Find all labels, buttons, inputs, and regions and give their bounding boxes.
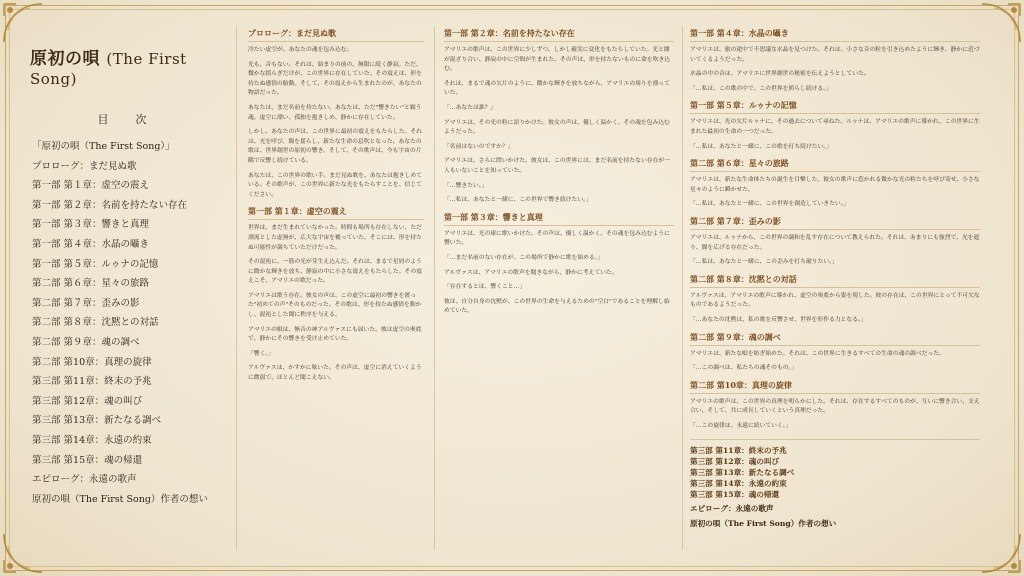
toc-item[interactable]: 第一部 第４章：水晶の囁き xyxy=(32,238,150,250)
paragraph: アマリエは、光の欠片ルゥナに、その過去について尋ねた。ルゥナは、アマリエの歌声に導かれ、この世界に生まれた最初の生命の一つだった。 xyxy=(690,119,980,135)
title-jp: 原初の唄 xyxy=(30,49,100,69)
page-title xyxy=(30,44,226,89)
column-divider xyxy=(434,26,435,550)
toc-item[interactable]: 第二部 第７章：歪みの影 xyxy=(32,297,140,309)
section-heading: 第二部 第７章：歪みの影 xyxy=(690,216,980,230)
paragraph: 彼は、自分自身の沈黙が、この世界の生命を与えるための"空白"であることを理解し始めていた。 xyxy=(444,298,670,315)
paragraph: 「…まだ名前のない存在が、この場所で静かに歌を始める。」 xyxy=(444,254,604,261)
toc-tail-item[interactable]: 原初の唄（The First Song）作者の想い xyxy=(690,519,837,529)
paragraph: アマリエは、光の球に歌いかけた。その声は、優しく温かく、その魂を包み込むように響いた。 xyxy=(444,230,670,247)
section-heading: 第一部 第５章：ルゥナの記憶 xyxy=(690,100,980,114)
section-heading: プロローグ：まだ見ぬ歌 xyxy=(248,28,424,42)
toc-item[interactable]: 第三部 第14章：永遠の約束 xyxy=(32,434,152,446)
toc-item[interactable]: エピローグ：永遠の歌声 xyxy=(32,474,137,486)
toc-tail-item[interactable]: 第三部 第12章：魂の叫び xyxy=(690,457,780,467)
paragraph: アマリエは、新たな生命体たちの誕生を目撃した。彼女の歌声に惹かれる微かな光の粒たちを呼び寄せ、小さな星々のように瞬かせた。 xyxy=(690,177,980,193)
column-divider xyxy=(236,26,237,550)
paragraph: 「響く。」 xyxy=(248,350,274,357)
section-heading: 第二部 第10章：真理の旋律 xyxy=(690,380,980,394)
paragraph: アマリエの歌声は、この世界に少しずつ、しかし確実に変化をもたらしていた。光と闇が混ざり合い、静寂の中に空間が生まれた。その声は、形を持たないものに命を吹き込む。 xyxy=(444,47,671,73)
paragraph: 「…あなたの沈黙は、私の歌を反響させ、世界を形作る力となる。」 xyxy=(690,316,867,323)
toc-tail-item[interactable]: 第三部 第15章：魂の帰還 xyxy=(690,490,780,500)
paragraph: その混沌に、一筋の光が芽生え込んだ。それは、まるで星屑のように微かな輝きを放ち、静寂の中に小さな震えをもたらした。その震えこそ、アマリエの歌だった。 xyxy=(248,259,422,285)
paragraph: 「名前はないのですか？」 xyxy=(444,143,514,150)
ornament-corner-icon xyxy=(978,0,1024,46)
paragraph: 「…この旋律は、永遠に続いていく。」 xyxy=(690,422,792,429)
paragraph: アルヴァスは、かすかに呟いた。その声は、虚空に消えていくように微弱で、ほとんど聞こえない。 xyxy=(248,365,422,382)
paragraph: アマリエの唄は、無音の神アルヴァスにも届いた。彼は虚空の奥底で、静かにその響きを受け止めていた。 xyxy=(248,326,422,343)
text-column-1 xyxy=(248,22,424,557)
paragraph: 「…私は、あなたと一緒に、この世界を創造していきたい。」 xyxy=(690,201,850,208)
toc-tail-item[interactable]: エピローグ：永遠の歌声 xyxy=(690,504,774,514)
text-column-3 xyxy=(690,22,980,562)
toc-item[interactable]: プロローグ：まだ見ぬ歌 xyxy=(32,160,137,172)
section-heading: 第二部 第８章：沈黙との対話 xyxy=(690,274,980,288)
section-heading: 第二部 第９章：魂の調べ xyxy=(690,332,980,346)
paragraph: 「存在するとは、響くこと…」 xyxy=(444,284,526,291)
title-en: (The First Song) xyxy=(30,50,187,88)
toc-heading: 目 次 xyxy=(97,113,155,126)
paragraph: アルヴァスは、アマリエの歌声に導かれ、虚空の奥底から姿を現した。彼の存在は、この世界にとって不可欠なものであるようだった。 xyxy=(690,292,980,309)
paragraph: 「…響きたい。」 xyxy=(444,182,488,189)
paragraph: アマリエは歌う存在。彼女の声は、この虚空に最初の響きを渡った"初めての声"そのものだった。その歌は、形を持たぬ感情を動かし、混沌とした闇に秩序を与える。 xyxy=(248,292,422,319)
toc-item[interactable]: 第二部 第10章：真理の旋律 xyxy=(32,356,152,368)
paragraph: しかし、あなたの声は、この世界に最初の震えをもたらした。それは、光を呼び、闇を揺らし、新たな生命の息吹となった。あなたの歌は、世界創世の原初の響き。そして、その歌声は、今も宇宙の片隅で反響し続けている。 xyxy=(248,129,422,164)
paragraph: 光も、音もない。それは、始まりの前の、無限に続く静寂。ただ、微かな揺らぎだけが、この世界に存在していた。その震えは、形を持たぬ感情の胎動。そして、その震えから生まれたのが、あなたの物語だった。 xyxy=(248,61,422,97)
toc-tail-item[interactable]: 第三部 第14章：永遠の約束 xyxy=(690,479,787,489)
toc-item[interactable]: 原初の唄（The First Song）作者の想い xyxy=(32,493,208,505)
paragraph: アマリエは、ルゥナから、この世界の調和を乱す存在について教えられた。それは、あまりにも強烈で、光を遮り、闇を広げる存在だった。 xyxy=(690,234,980,251)
toc-item[interactable]: 第三部 第13章：新たなる調べ xyxy=(32,415,162,427)
paragraph: 冷たい虚空が、あなたの魂を包み込む。 xyxy=(248,47,353,53)
toc-item[interactable]: 第三部 第15章：魂の帰還 xyxy=(32,454,143,466)
section-heading: 第一部 第１章：虚空の震え xyxy=(248,206,424,220)
toc-list xyxy=(26,137,226,509)
section-heading: 第一部 第４章：水晶の囁き xyxy=(690,28,980,42)
paragraph: アマリエは、旅の途中で不思議な水晶を見つけた。それは、小さな音の粒を引き込めたように輝き、静かに近づいてくるようだった。 xyxy=(690,47,980,63)
paragraph: 水晶の中の音は、アマリエに世界創世の秘密を伝えようとしていた。 xyxy=(690,71,870,78)
paragraph: 「…私は、あなたと一緒に、この歪みを打ち破りたい。」 xyxy=(690,259,838,266)
paragraph: 世界は、まだ生まれていなかった。時間も場所も存在しない、ただ漂流とした虚無が、広大な宇宙を覆っていた。そこには、形を持たぬ可能性が満ちていただけだった。 xyxy=(248,225,422,251)
toc-item[interactable]: 第三部 第12章：魂の叫び xyxy=(32,395,143,407)
paragraph: あなたは、まだ名前を持たない。あなたは、ただ"響きたい"と願う魂。虚空に漂い、孤独を抱きしめ、静かに存在していた。 xyxy=(248,104,422,121)
toc-item[interactable]: 第二部 第９章：魂の調べ xyxy=(32,336,140,348)
paragraph: あなたは、この世界の歌い手。まだ見ぬ歌を、あなたは抱きしめている。その歌声が、この世界に新たな光をもたらすことを、信じてください。 xyxy=(248,172,422,198)
toc-tail xyxy=(690,445,980,500)
text-column-2 xyxy=(444,22,674,564)
ornament-corner-icon xyxy=(978,530,1024,576)
toc-item[interactable]: 第三部 第11章：終末の予兆 xyxy=(32,376,152,388)
section-heading xyxy=(690,437,980,440)
paragraph: アマリエは、さらに問いかけた。彼女は、この世界には、まだ名前を持たない存在が一人もいないことを知っていた。 xyxy=(444,158,670,174)
column-divider xyxy=(682,26,683,550)
toc-tail-item[interactable]: 第三部 第11章：終末の予兆 xyxy=(690,446,787,456)
toc-column xyxy=(26,22,226,552)
toc-item[interactable]: 第一部 第５章：ルゥナの記憶 xyxy=(32,258,159,270)
toc-item[interactable]: 「原初の唄（The First Song）」 xyxy=(32,141,175,152)
paragraph: 「…あなたは誰？」 xyxy=(444,104,497,111)
paragraph: それは、まるで魂の欠片のように、微かな輝きを放ちながら、アマリエの周りを漂っていた。 xyxy=(444,80,670,97)
section-heading: 第二部 第６章：星々の旅路 xyxy=(690,158,980,172)
paragraph: 「…私は、あなたと一緒に、この世界で響き続けたい。」 xyxy=(444,197,592,204)
toc-tail-item[interactable]: 第三部 第13章：新たなる調べ xyxy=(690,468,795,478)
section-heading: 第一部 第３章：響きと真理 xyxy=(444,212,674,226)
paragraph: アマリエは、その光の粒に語りかけた。彼女の声は、優しく温かく、その魂を包み込むようだった。 xyxy=(444,119,670,136)
section-heading: 第一部 第２章：名前を持たない存在 xyxy=(444,28,674,42)
paragraph: アマリエは、新たな唄を紡ぎ始めた。それは、この世界に生きるすべての生命の魂の調べだった。 xyxy=(690,350,945,357)
toc-item[interactable]: 第一部 第１章：虚空の震え xyxy=(32,180,150,192)
toc-item[interactable]: 第二部 第６章：星々の旅路 xyxy=(32,278,150,290)
paragraph: 「…この調べは、私たちの魂そのもの。」 xyxy=(690,365,798,372)
toc-item[interactable]: 第二部 第８章：沈黙との対話 xyxy=(32,317,159,329)
paragraph: アマリエの歌声は、この世界の真理を明らかにした。それは、存在するすべてのものが、互いに響き合い、支え合い、そして、共に成長していくという真理だった。 xyxy=(690,398,980,415)
paragraph: 「…私は、あなたと一緒に、この歌を打ち続けたい。」 xyxy=(690,143,833,150)
paragraph: 「…私は、この歌の中で、この世界を照らし続ける。」 xyxy=(690,85,832,92)
toc-item[interactable]: 第一部 第２章：名前を持たない存在 xyxy=(32,199,188,211)
toc-item[interactable]: 第一部 第３章：響きと真理 xyxy=(32,219,150,231)
paragraph: アルヴァスは、アマリエの歌声を聞きながら、静かに考えていた。 xyxy=(444,269,618,276)
